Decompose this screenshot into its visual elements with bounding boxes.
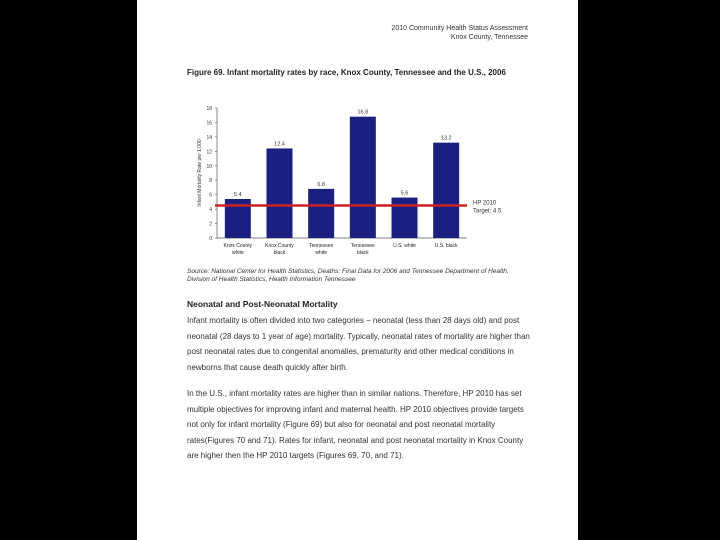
y-axis-label: Infant Mortality Rate per 1,000 <box>197 139 203 207</box>
y-tick-label: 14 <box>206 134 212 141</box>
bar-value-label: 12.4 <box>274 141 285 148</box>
y-tick-label: 2 <box>209 221 212 228</box>
bar-value-label: 13.2 <box>440 135 452 142</box>
x-category-label-line2: white <box>315 250 328 256</box>
target-label-line1: HP 2010 <box>473 200 497 207</box>
x-category-label: Tennessee <box>350 243 375 249</box>
x-category-label: Knox County <box>223 243 253 249</box>
bar <box>308 189 334 238</box>
paragraph-neonatal: Infant mortality is often divided into two categories – neonatal (less than 28 days old) and post neonatal (28 days to 1 year of age) mortality. Typically, neonatal rates of mortality are higher than post neonatal rates due to congenital anomalies, prematurity and other medical conditions in newborns that cause death quickly after birth. <box>187 316 530 372</box>
x-category-label: Tennessee <box>309 243 334 249</box>
bar <box>350 117 376 238</box>
figure-title: Figure 69. Infant mortality rates by race, Knox County, Tennessee and the U.S., 2006 <box>187 68 506 77</box>
bar-value-label: 6.8 <box>317 181 325 188</box>
report-header-title: 2010 Community Health Status Assessment <box>391 25 528 32</box>
y-tick-label: 18 <box>206 106 212 112</box>
y-tick-label: 4 <box>209 207 212 214</box>
bar-value-label: 5.4 <box>234 192 242 198</box>
document-page <box>137 0 578 540</box>
y-tick-label: 10 <box>206 163 212 170</box>
bar-value-label: 16.8 <box>357 109 369 116</box>
y-tick-label: 6 <box>209 192 212 199</box>
source-note: Source: National Center for Health Statistics, Deaths: Final Data for 2006 and Tennessee Department of Health, Division of Health Statistics, Health Information Tennessee <box>187 268 509 283</box>
section-title: Neonatal and Post-Neonatal Mortality <box>187 299 338 309</box>
bar <box>433 143 459 238</box>
y-tick-label: 12 <box>206 149 212 156</box>
x-category-label: U.S. black <box>434 243 458 249</box>
paragraph-hp2010: In the U.S., infant mortality rates are higher than in similar nations. Therefore, HP 2010 has set multiple objectives for improving infant and maternal health. HP 2010 objectives provide targets not only for infant mortality (Figure 69) but also for neonatal and post neonatal mortality rates(Figures 70 and 71). Rates for infant, neonatal and post neonatal mortality in Knox County are higher then the HP 2010 targets (Figures 69, 70, and 71). <box>187 389 524 460</box>
bar-value-label: 5.6 <box>400 190 409 197</box>
report-header-location: Knox County, Tennessee <box>450 34 528 41</box>
target-label-line2: Target: 4.5 <box>473 208 502 215</box>
x-category-label: U.S. white <box>393 243 416 249</box>
x-category-label-line2: black <box>356 250 369 256</box>
x-category-label-line2: black <box>273 250 286 256</box>
y-tick-label: 0 <box>209 236 212 242</box>
x-category-label: Knox County <box>265 243 294 249</box>
y-tick-label: 16 <box>206 120 212 127</box>
x-category-label-line2: white <box>231 250 244 256</box>
bar <box>267 148 293 238</box>
y-tick-label: 8 <box>209 178 212 185</box>
bar <box>392 198 418 238</box>
bar-chart <box>192 100 552 262</box>
